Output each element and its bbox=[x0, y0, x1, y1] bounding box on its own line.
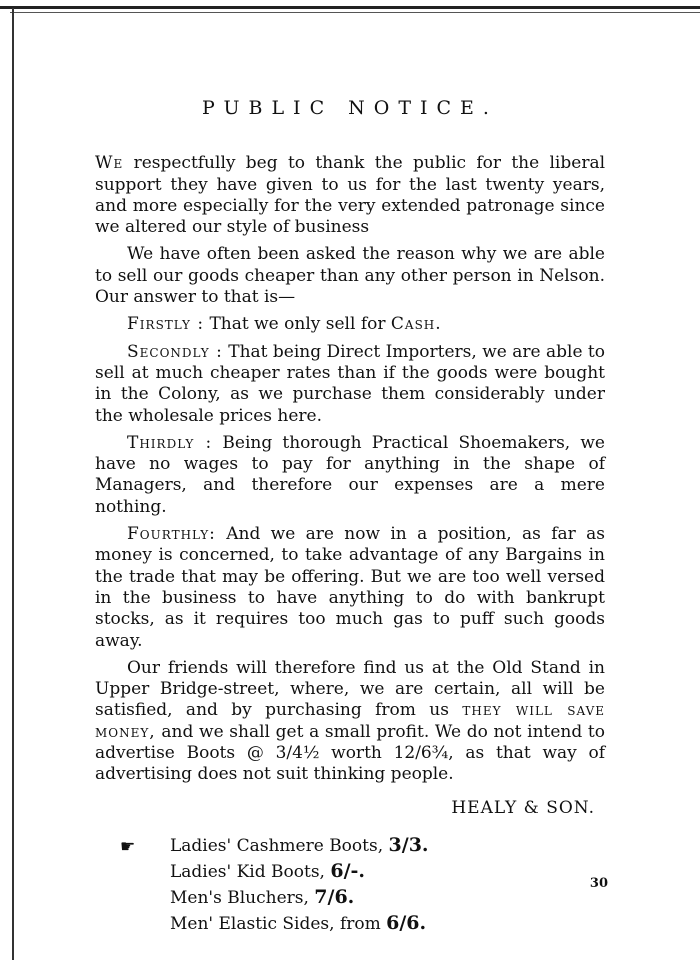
paragraph-text: That we only sell for bbox=[209, 314, 386, 335]
paragraph-text: respectfully beg to thank the public for the liberal support they have given to us for the last twenty years, and more especially for the very extended patronage since we altered our style of business bbox=[95, 153, 606, 238]
item-price: 6/6. bbox=[386, 911, 427, 934]
lead-word: Fourthly: bbox=[127, 524, 216, 545]
paragraph-fourthly bbox=[95, 524, 605, 652]
page-number: 30 bbox=[589, 876, 608, 891]
save-money-phrase: they will save money, bbox=[95, 700, 606, 742]
paragraph-firstly bbox=[95, 314, 605, 335]
list-item bbox=[170, 859, 605, 885]
paragraph-secondly bbox=[95, 342, 605, 427]
paragraph-intro bbox=[95, 153, 605, 238]
item-price: 3/3. bbox=[388, 833, 429, 856]
paragraph-text: and we shall get a small profit. We do not intend to advertise Boots @ 3/4½ worth 12/6¾, as that way of advertising does not suit thinking people. bbox=[95, 721, 605, 785]
lead-word: Firstly : bbox=[127, 314, 205, 335]
paragraph-thirdly bbox=[95, 433, 605, 518]
lead-word: We bbox=[95, 153, 124, 174]
signature: HEALY & SON. bbox=[451, 797, 595, 818]
item-price: 6/-. bbox=[330, 859, 366, 882]
paragraph-text: Being thorough Practical Shoemakers, we have no wages to pay for anything in the shape of Managers, and therefore our expenses are a mere nothing. bbox=[95, 432, 605, 517]
item-label: Ladies' Kid Boots, bbox=[170, 861, 325, 882]
lead-word: Thirdly : bbox=[127, 432, 213, 453]
page-title: PUBLIC NOTICE. bbox=[202, 97, 498, 119]
item-label: Men' Elastic Sides, from bbox=[170, 913, 381, 934]
price-list bbox=[120, 833, 605, 937]
notice-page bbox=[95, 98, 605, 937]
paragraph-text: Our friends will therefore find us at the Old Stand in Upper Bridge-street, where, we are certain, all will be satisfied, and by purchasing from us bbox=[95, 657, 605, 721]
paragraph-reason: We have often been asked the reason why we are able to sell our goods cheaper than any other person in Nelson. Our answer to that is— bbox=[95, 244, 605, 308]
paragraph-text: And we are now in a position, as far as money is concerned, to take advantage of any Bargains in the trade that may be offering. But we are too well versed in the business to have anything to do with bankrupt stocks, as it requires too much gas to puff such goods away. bbox=[95, 524, 605, 651]
list-item bbox=[120, 833, 605, 859]
list-item bbox=[170, 885, 605, 911]
paragraph-closing bbox=[95, 658, 605, 786]
item-label: Men's Bluchers, bbox=[170, 887, 309, 908]
pointing-hand-icon: ☛ bbox=[120, 836, 136, 857]
item-label: Ladies' Cashmere Boots, bbox=[170, 835, 384, 856]
lead-word: Secondly : bbox=[127, 341, 223, 362]
paragraph-text: That being Direct Importers, we are able to sell at much cheaper rates than if the goods were bought in the Colony, as we purchase them considerably under the wholesale prices here. bbox=[95, 341, 605, 426]
page-left-edge bbox=[12, 8, 14, 960]
top-thin-rule bbox=[10, 12, 700, 13]
item-price: 7/6. bbox=[314, 885, 355, 908]
top-border-rule bbox=[0, 6, 700, 9]
list-item bbox=[170, 911, 605, 937]
cash-word: Cash. bbox=[390, 314, 442, 335]
